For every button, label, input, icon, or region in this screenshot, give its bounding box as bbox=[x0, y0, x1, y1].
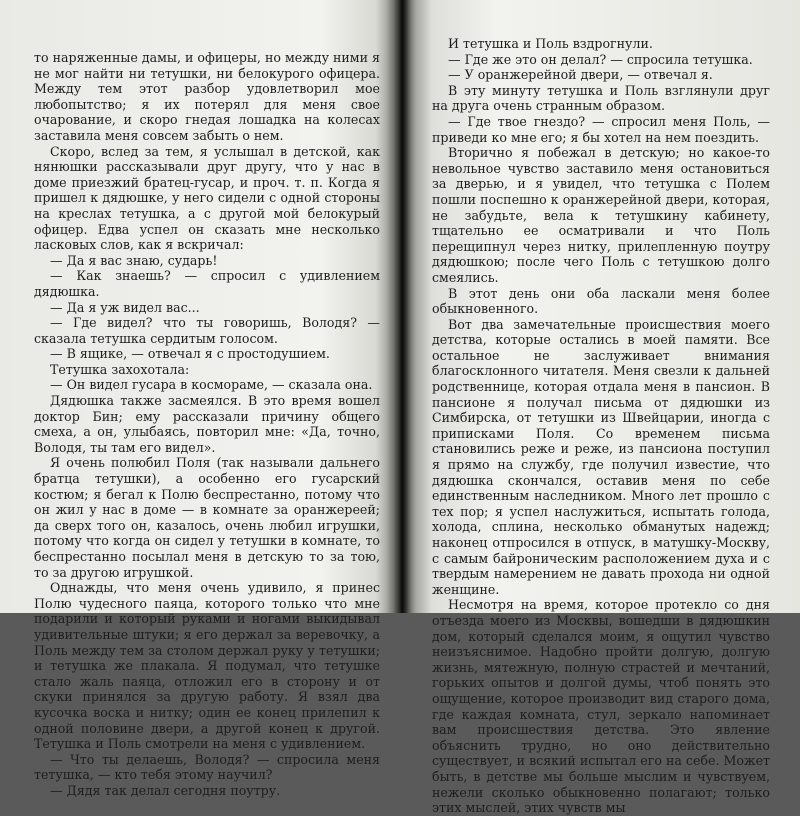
dialogue-line: — Он видел гусара в космораме, — сказала она. bbox=[50, 377, 373, 393]
paragraph: Тетушка захохотала: bbox=[50, 361, 190, 377]
dialogue-line: — Где же это он делал? — спросила тетушка. bbox=[448, 51, 753, 67]
paragraph: Дядюшка также засмеялся. В это время вошел доктор Бин; ему рассказали причину общего смеха, а он, улыбаясь, повторил мне: «Да, точно, Володя, ты там его видел». bbox=[34, 393, 380, 455]
paragraph: Однажды, что меня очень удивило, я принес Полю чудесного паяца, которого только что мне подарили и который руками и ногами выкидывал удивительные штуки; я его держал за веревочку, а Поль между тем за столом держал руку у тетушки; и тетушка же плакала. Я подумал, что тетушке стало жаль паяца, отложил его в сторону и от скуки принялся за другую работу. Я взял два кусочка воска и нитку; один ее конец прилепил к одной половине двери, а другой конец к другой. Тетушка и Поль смотрели на меня с удивлением. bbox=[34, 580, 380, 752]
dialogue-line: — Что ты делаешь, Володя? — спросила меня тетушка, — кто тебя этому научил? bbox=[34, 751, 380, 783]
paragraph: И тетушка и Поль вздрогнули. bbox=[448, 36, 653, 51]
dialogue-line: — Где видел? что ты говоришь, Володя? — сказала тетушка сердитым голосом. bbox=[34, 315, 380, 346]
right-page bbox=[432, 0, 770, 816]
dialogue-line: — Дядя так делал сегодня поутру. bbox=[50, 782, 281, 798]
paragraph: Несмотря на время, которое протекло со дня отъезда моего из Москвы, вошедши в дядюшкин дом, который сделался моим, я ощутил чувство неизъяснимое. Надобно пройти долгую, долгую жизнь, мятежную, полную страстей и мечтаний, горьких опытов и долгой думы, чтоб понять это ощущение, которое производит вид старого дома, где каждая комната, стул, зеркало напоминает вам происшествия детства. Это явление объяснить трудно, но оно действительно существует, и всякий испытал его на себе. Может быть, в детстве мы больше мыслим и чувствуем, нежели сколько обыкновенно полагают; только этих мыслей, этих чувств мы bbox=[432, 597, 770, 816]
left-page bbox=[34, 0, 380, 798]
right-page-text bbox=[432, 36, 770, 816]
dialogue-line: — Да я вас знаю, сударь! bbox=[50, 252, 218, 268]
dialogue-line: — Где твое гнездо? — спросил меня Поль, — приведи ко мне его; я бы хотел на нем поездить. bbox=[432, 113, 770, 145]
paragraph: В этот день они оба ласкали меня более обыкновенного. bbox=[432, 285, 770, 317]
paragraph: Вот два замечательные происшествия моего детства, которые остались в моей памяти. Все остальное не заслуживает внимания благосклонного читателя. Меня свезли к дальней родственнице, которая отдала меня в пансион. В пансионе я получал письма от дядюшки из Симбирска, от тетушки из Швейцарии, иногда с приписками Поля. Со временем письма становились реже и реже, из пансиона поступил я прямо на службу, где получил известие, что дядюшка скончался, оставив меня по себе единственным наследником. Много лет прошло с тех пор; я успел наслужиться, испытать голода, холода, сплина, несколько обманутых надежд; наконец отпросился в отпуск, в матушку-Москву, с самым байроническим расположением духа и с твердым намерением не давать прохода ни одной женщине. bbox=[432, 316, 770, 597]
book-gutter bbox=[386, 0, 416, 613]
paragraph: В эту минуту тетушка и Поль взглянули друг на друга очень странным образом. bbox=[432, 82, 770, 114]
dialogue-line: — В ящике, — отвечал я с простодушием. bbox=[50, 346, 330, 362]
paragraph: Скоро, вслед за тем, я услышал в детской, как нянюшки рассказывали друг другу, что у нас в доме приезжий братец-гусар, и проч. т. п. Когда я пришел к дядюшке, у него сидели с одной стороны на креслах тетушка, а с другой мой белокурый офицер. Едва успел он сказать мне несколько ласковых слов, как я вскричал: bbox=[34, 143, 380, 253]
dialogue-line: — У оранжерейной двери, — отвечал я. bbox=[448, 67, 713, 83]
paragraph: Вторично я побежал в детскую; но какое-то невольное чувство заставило меня остановиться за дверью, и я увидел, что тетушка с Полем пошли поспешно к оранжерейной двери, которая, не забудьте, вела к тетушкину кабинету, тщательно ее осматривали и что Поль перещипнул через нитку, прилепленную поутру дядюшкою; после чего Поль с тетушкою долго смеялись. bbox=[432, 145, 770, 285]
dialogue-line: — Да я уж видел вас... bbox=[50, 299, 200, 315]
paragraph: Я очень полюбил Поля (так называли дальнего братца тетушки), а особенно его гусарский костюм; я бегал к Полю беспрестанно, потому что он жил у нас в доме — в комнате за оранжереей; да сверх того он, казалось, очень любил игрушки, потому что когда он сидел у тетушки в комнате, то беспрестанно посылал меня в детскую то за тою, то за другою игрушкой. bbox=[34, 455, 380, 580]
left-page-text bbox=[34, 50, 380, 799]
paragraph: то наряженные дамы, и офицеры, но между ними я не мог найти ни тетушки, ни белокурого офицера. Между тем этот разбор удовлетворил мое любопытство; я их потерял для меня свое очарование, и скоро гнедая лошадка на колесах заставила меня совсем забыть о нем. bbox=[34, 50, 380, 143]
dialogue-line: — Как знаешь? — спросил с удивлением дядюшка. bbox=[34, 268, 380, 299]
